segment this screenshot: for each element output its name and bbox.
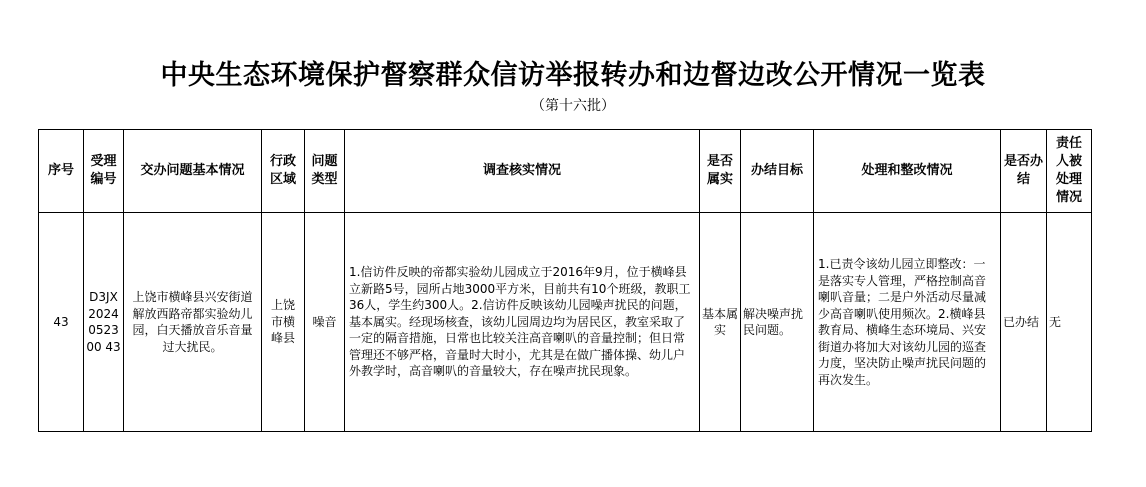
cell-handling: 1.已责令该幼儿园立即整改：一是落实专人管理，严格控制高音喇叭音量；二是户外活动尽量减少高音喇叭使用频次。2.横峰县教育局、横峰生态环境局、兴安街道办将加大对该幼儿园的巡查力度，坚决防止噪声扰民问题的再次发生。 [814, 213, 1001, 432]
report-table [38, 129, 1092, 432]
header-goal: 办结目标 [741, 130, 814, 213]
header-handling: 处理和整改情况 [814, 130, 1001, 213]
header-investigation: 调查核实情况 [345, 130, 700, 213]
header-issue: 交办问题基本情况 [124, 130, 262, 213]
cell-type: 噪音 [305, 213, 345, 432]
cell-issue: 上饶市横峰县兴安街道解放西路帝都实验幼儿园，白天播放音乐音量过大扰民。 [124, 213, 262, 432]
cell-investigation: 1.信访件反映的帝都实验幼儿园成立于2016年9月，位于横峰县立新路5号，园所占地3000平方米，目前共有10个班级，教职工36人，学生约300人。2.信访件反映该幼儿园噪声扰民的问题，基本属实。经现场核查，该幼儿园周边均为居民区，教室采取了一定的隔音措施，日常也比较关注高音喇叭的音量控制；但日常管理还不够严格，音量时大时小，尤其是在做广播体操、幼儿户外教学时，高音喇叭的音量较大，存在噪声扰民现象。 [345, 213, 700, 432]
cell-closed: 已办结 [1001, 213, 1047, 432]
batch-subtitle: （第十六批） [531, 98, 615, 114]
cell-seq: 43 [39, 213, 84, 432]
cell-verified: 基本属实 [700, 213, 741, 432]
header-verified: 是否属实 [700, 130, 741, 213]
cell-code: D3JX2024052300 43 [84, 213, 124, 432]
header-region: 行政区域 [262, 130, 305, 213]
header-type: 问题类型 [305, 130, 345, 213]
header-closed: 是否办结 [1001, 130, 1047, 213]
cell-region: 上饶市横峰县 [262, 213, 305, 432]
table-row [39, 213, 1092, 432]
page-title: 中央生态环境保护督察群众信访举报转办和边督边改公开情况一览表 [160, 60, 986, 91]
cell-goal: 解决噪声扰民问题。 [741, 213, 814, 432]
header-accountability: 责任人被处理情况 [1047, 130, 1092, 213]
cell-accountability: 无 [1047, 213, 1092, 432]
table-header-row [39, 130, 1092, 213]
header-code: 受理编号 [84, 130, 124, 213]
header-seq: 序号 [39, 130, 84, 213]
